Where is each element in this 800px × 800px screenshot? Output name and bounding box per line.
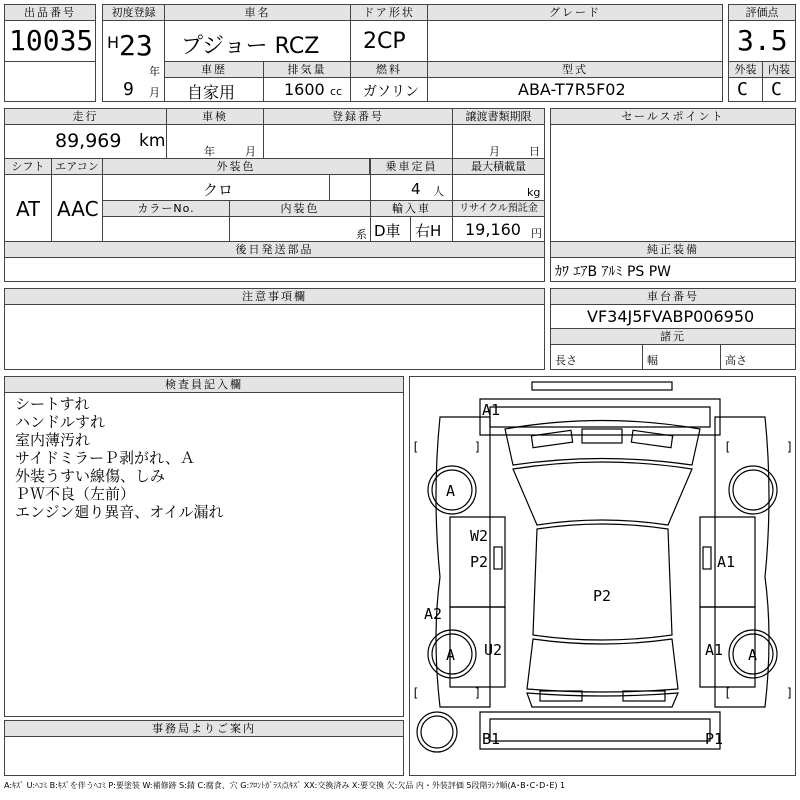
history-cell — [164, 77, 264, 102]
bracket-right-rear-close: ] — [786, 686, 794, 700]
grille — [582, 429, 622, 443]
length-cell — [550, 344, 643, 370]
shift-value: AT — [16, 197, 41, 221]
max-load-header: 最大積載量 — [452, 158, 545, 175]
mark-left-rear: A2 — [424, 605, 443, 623]
lot-number-value: 10035 — [9, 24, 94, 57]
interior-score-value: C — [771, 79, 782, 100]
capacity-cell — [370, 174, 453, 201]
mileage-cell — [4, 124, 167, 159]
dimensions-header: 諸元 — [550, 328, 796, 345]
equipment-header: 純正装備 — [550, 241, 796, 258]
height-cell — [720, 344, 796, 370]
car-name-value: プジョー RCZ — [181, 34, 320, 59]
max-load-cell — [452, 174, 545, 201]
interior-header: 内装 — [762, 61, 796, 78]
registration-month-value: 9 — [123, 79, 134, 100]
wheel-right-front-inner — [733, 470, 773, 510]
spare-wheel — [417, 712, 457, 752]
score-value: 3.5 — [737, 24, 788, 57]
car-diagram-panel — [409, 376, 796, 776]
model-header: 型式 — [427, 61, 723, 78]
lot-number-header: 出品番号 — [4, 4, 96, 21]
mark-rear-bumper-right: P1 — [705, 730, 724, 748]
front-bumper-inner — [490, 407, 710, 427]
mark-left-front-door: P2 — [470, 553, 489, 571]
grade-header: グレード — [427, 4, 723, 21]
transfer-month-unit: 月 — [489, 145, 500, 158]
trunk-outline — [527, 693, 678, 707]
bracket-left-front-close: ] — [474, 440, 482, 454]
registration-number-cell — [263, 124, 453, 159]
inspector-note: 外装うすい線傷、しみ — [15, 467, 166, 485]
inspection-header: 車検 — [166, 108, 264, 125]
mileage-header: 走行 — [4, 108, 167, 125]
grade-cell — [427, 20, 723, 62]
model-value: ABA-T7R5F02 — [518, 80, 626, 99]
aircon-header: エアコン — [51, 158, 103, 175]
fuel-value: ガソリン — [363, 84, 419, 100]
import-d-cell — [370, 216, 411, 242]
max-load-unit: kg — [527, 186, 541, 199]
exterior-score-value: C — [737, 79, 748, 100]
front-bumper-outline — [480, 399, 720, 435]
transfer-deadline-header: 譲渡書類期限 — [452, 108, 545, 125]
wheel-right-front — [729, 466, 777, 514]
inspector-note: サイドミラーＰ剥がれ、Ａ — [15, 449, 195, 467]
bracket-right-front-close: ] — [786, 440, 794, 454]
interior-cell — [762, 77, 796, 102]
later-parts-cell — [4, 257, 545, 282]
registration-number-header: 登録番号 — [263, 108, 453, 125]
legend-text: A:ｷｽﾞ U:ﾍｺﾐ B:ｷｽﾞを伴うﾍｺﾐ P:要塗装 W:補修跡 S:錆 C:腐食、穴 G:ﾌﾛﾝﾄｶﾞﾗｽ点ｷｽﾞ XX:交換済み X:要交換 欠:欠品 内・外装評価 5段階ﾗﾝｸ順(A･B･C･D･E) 1 — [4, 781, 566, 790]
height-label: 高さ — [725, 354, 747, 367]
width-cell — [642, 344, 721, 370]
door-type-cell — [350, 20, 428, 62]
bracket-left-front: [ — [412, 440, 420, 454]
mark-left-quarter: U2 — [484, 641, 503, 659]
color-number-header: カラーNo. — [102, 200, 230, 217]
mark-front-bumper: A1 — [482, 401, 501, 419]
exterior-color-extra-cell — [329, 174, 371, 201]
sales-point-header: セールスポイント — [550, 108, 796, 125]
exterior-color-cell — [102, 174, 330, 201]
inspection-month-unit: 月 — [245, 145, 256, 158]
exterior-color-header: 外装色 — [102, 158, 370, 175]
bracket-right-rear: [ — [724, 686, 732, 700]
equipment-cell — [550, 257, 796, 282]
first-registration-cell — [102, 20, 165, 102]
capacity-unit: 人 — [433, 185, 444, 198]
headlight-right — [631, 430, 672, 447]
aircon-value: AAC — [57, 197, 99, 221]
inspector-note: ＰＷ不良（左前） — [15, 485, 136, 503]
lot-number-cell — [4, 20, 96, 62]
length-label: 長さ — [555, 354, 577, 367]
registration-year-value: 23 — [119, 29, 153, 62]
chassis-cell — [550, 304, 796, 329]
car-name-cell — [164, 20, 351, 62]
capacity-value: 4 — [411, 180, 421, 198]
exterior-cell — [728, 77, 763, 102]
bracket-left-rear-close: ] — [474, 686, 482, 700]
year-unit: 年 — [149, 65, 160, 78]
displacement-value: 1600 — [284, 80, 325, 99]
car-name-header: 車名 — [164, 4, 351, 21]
office-info-header: 事務局よりご案内 — [4, 720, 404, 737]
caution-cell — [4, 304, 545, 370]
sales-point-cell — [550, 124, 796, 242]
equipment-value: ｶﾜ ｴｱB ｱﾙﾐ PS PW — [555, 264, 672, 280]
model-cell — [427, 77, 723, 102]
color-number-cell — [102, 216, 230, 242]
score-cell — [728, 20, 796, 62]
mark-left-rear-wheel: A — [446, 646, 456, 664]
inspector-note: 室内薄汚れ — [15, 431, 91, 449]
recycle-cell — [452, 216, 545, 242]
headlight-left — [531, 430, 572, 447]
width-label: 幅 — [647, 354, 658, 367]
import-d-value: D車 — [374, 222, 401, 240]
aircon-cell — [51, 174, 103, 242]
inspector-note: シートすれ — [15, 395, 90, 413]
inspection-cell — [166, 124, 264, 159]
right-mirror — [703, 547, 711, 569]
exterior-header: 外装 — [728, 61, 763, 78]
left-mirror — [494, 547, 502, 569]
chassis-header: 車台番号 — [550, 288, 796, 305]
inspector-notes-header: 検査員記入欄 — [4, 376, 404, 393]
door-type-value: 2CP — [363, 29, 406, 54]
interior-color-header: 内装色 — [229, 200, 371, 217]
transfer-day-unit: 日 — [529, 145, 540, 158]
inspector-note: ハンドルすれ — [15, 413, 106, 431]
mark-right-rear: A1 — [705, 641, 724, 659]
mark-right-door: A1 — [717, 553, 736, 571]
lot-blank-cell — [4, 61, 96, 102]
inspection-year-unit: 年 — [204, 145, 215, 158]
transfer-deadline-cell — [452, 124, 545, 159]
exterior-color-value: クロ — [203, 181, 234, 199]
bracket-left-rear: [ — [412, 686, 420, 700]
rear-bumper-outline — [480, 712, 720, 749]
bracket-right-front: [ — [724, 440, 732, 454]
mark-left-fender: W2 — [470, 527, 489, 545]
import-side-value: 右H — [415, 222, 442, 240]
first-registration-header: 初度登録 — [102, 4, 165, 21]
import-header: 輸入車 — [370, 200, 453, 217]
inspector-note: エンジン廻り異音、オイル漏れ — [15, 503, 224, 521]
recycle-header: リサイクル預託金 — [452, 200, 545, 217]
fuel-cell — [350, 77, 428, 102]
recycle-value: 19,160 — [465, 220, 521, 239]
history-header: 車歴 — [164, 61, 264, 78]
mark-roof: P2 — [593, 587, 612, 605]
car-diagram — [410, 377, 795, 775]
roof-outline — [533, 524, 672, 640]
history-value: 自家用 — [187, 83, 236, 102]
era-value: H — [107, 33, 120, 52]
front-edge-outline — [532, 382, 672, 390]
rear-bumper-inner — [490, 719, 710, 741]
displacement-cell — [263, 77, 351, 102]
import-side-cell — [410, 216, 453, 242]
spare-wheel-inner — [421, 716, 453, 748]
rear-window-outline — [527, 639, 678, 692]
later-parts-header: 後日発送部品 — [4, 241, 545, 258]
mileage-value: 89,969 — [55, 130, 122, 152]
mark-right-rear-wheel: A — [748, 646, 758, 664]
score-header: 評価点 — [728, 4, 796, 21]
inspector-notes-cell — [4, 392, 404, 717]
capacity-header: 乗車定員 — [370, 158, 453, 175]
mark-rear-bumper-left: B1 — [482, 730, 501, 748]
fuel-header: 燃料 — [350, 61, 428, 78]
door-type-header: ドア形状 — [350, 4, 428, 21]
shift-header: シフト — [4, 158, 52, 175]
recycle-unit: 円 — [531, 227, 542, 240]
mileage-unit: km — [139, 131, 166, 151]
caution-header: 注意事項欄 — [4, 288, 545, 305]
chassis-value: VF34J5FVABP006950 — [587, 307, 755, 326]
windshield-outline — [513, 462, 692, 525]
displacement-unit: cc — [330, 85, 343, 98]
mark-left-front-wheel: A — [446, 482, 456, 500]
interior-color-cell — [229, 216, 371, 242]
displacement-header: 排気量 — [263, 61, 351, 78]
office-info-cell — [4, 736, 404, 776]
interior-color-unit: 系 — [356, 228, 367, 241]
month-unit: 月 — [149, 86, 160, 99]
shift-cell — [4, 174, 52, 242]
